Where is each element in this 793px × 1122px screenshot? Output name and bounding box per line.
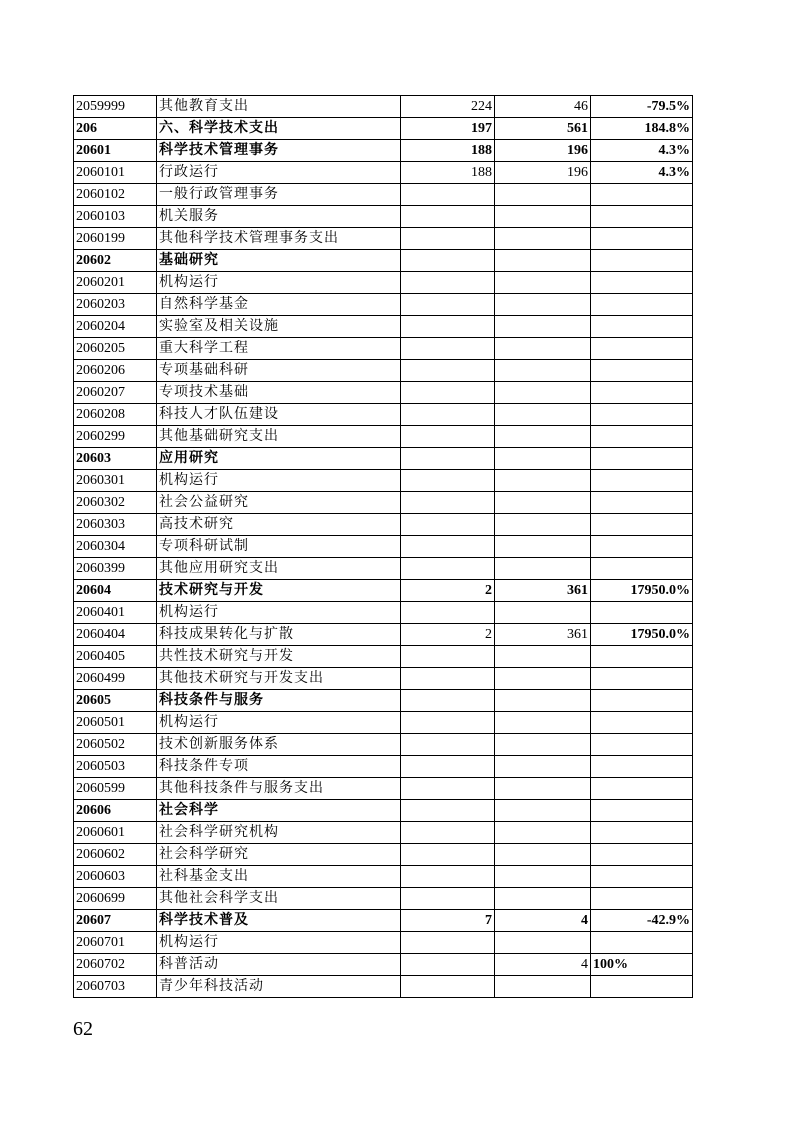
code-cell: 2060503	[74, 756, 157, 778]
table-row	[74, 492, 693, 514]
table-row	[74, 624, 693, 646]
amount-a-cell	[401, 800, 495, 822]
percent-cell	[591, 272, 693, 294]
amount-b-cell	[495, 184, 591, 206]
name-cell: 机构运行	[157, 272, 401, 294]
code-cell: 2060404	[74, 624, 157, 646]
code-cell: 2060702	[74, 954, 157, 976]
percent-cell	[591, 360, 693, 382]
name-cell: 六、科学技术支出	[157, 118, 401, 140]
percent-cell	[591, 778, 693, 800]
name-cell: 机构运行	[157, 602, 401, 624]
amount-a-cell	[401, 426, 495, 448]
amount-a-cell: 188	[401, 162, 495, 184]
name-cell: 专项技术基础	[157, 382, 401, 404]
amount-a-cell	[401, 360, 495, 382]
table-row	[74, 712, 693, 734]
table-row	[74, 206, 693, 228]
table-row	[74, 690, 693, 712]
amount-a-cell	[401, 690, 495, 712]
percent-cell	[591, 294, 693, 316]
code-cell: 2060501	[74, 712, 157, 734]
table-row	[74, 162, 693, 184]
code-cell: 2060602	[74, 844, 157, 866]
amount-a-cell	[401, 712, 495, 734]
table-row	[74, 932, 693, 954]
code-cell: 2060304	[74, 536, 157, 558]
percent-cell	[591, 448, 693, 470]
amount-a-cell	[401, 734, 495, 756]
percent-cell: 17950.0%	[591, 624, 693, 646]
amount-b-cell	[495, 448, 591, 470]
table-row	[74, 778, 693, 800]
name-cell: 科学技术管理事务	[157, 140, 401, 162]
name-cell: 专项基础科研	[157, 360, 401, 382]
name-cell: 共性技术研究与开发	[157, 646, 401, 668]
amount-b-cell	[495, 558, 591, 580]
amount-b-cell	[495, 822, 591, 844]
code-cell: 2060199	[74, 228, 157, 250]
code-cell: 2060205	[74, 338, 157, 360]
amount-b-cell	[495, 294, 591, 316]
code-cell: 2060701	[74, 932, 157, 954]
table-row	[74, 404, 693, 426]
amount-b-cell: 46	[495, 96, 591, 118]
percent-cell: 184.8%	[591, 118, 693, 140]
page-number: 62	[73, 1018, 93, 1040]
table-row	[74, 602, 693, 624]
amount-a-cell: 7	[401, 910, 495, 932]
percent-cell	[591, 228, 693, 250]
amount-b-cell: 196	[495, 162, 591, 184]
amount-b-cell	[495, 536, 591, 558]
amount-a-cell	[401, 470, 495, 492]
amount-b-cell: 4	[495, 910, 591, 932]
name-cell: 科普活动	[157, 954, 401, 976]
amount-a-cell	[401, 888, 495, 910]
name-cell: 社科基金支出	[157, 866, 401, 888]
code-cell: 2060303	[74, 514, 157, 536]
table-row	[74, 118, 693, 140]
percent-cell	[591, 690, 693, 712]
name-cell: 基础研究	[157, 250, 401, 272]
amount-a-cell	[401, 822, 495, 844]
code-cell: 2060204	[74, 316, 157, 338]
amount-b-cell	[495, 888, 591, 910]
amount-a-cell	[401, 228, 495, 250]
name-cell: 机构运行	[157, 712, 401, 734]
table-row	[74, 360, 693, 382]
amount-b-cell	[495, 602, 591, 624]
code-cell: 2060299	[74, 426, 157, 448]
percent-cell	[591, 734, 693, 756]
amount-b-cell	[495, 844, 591, 866]
amount-b-cell	[495, 756, 591, 778]
name-cell: 应用研究	[157, 448, 401, 470]
percent-cell	[591, 338, 693, 360]
table-row	[74, 646, 693, 668]
amount-b-cell	[495, 690, 591, 712]
code-cell: 2060201	[74, 272, 157, 294]
code-cell: 2060103	[74, 206, 157, 228]
amount-b-cell	[495, 316, 591, 338]
code-cell: 20604	[74, 580, 157, 602]
amount-b-cell: 561	[495, 118, 591, 140]
code-cell: 2060206	[74, 360, 157, 382]
name-cell: 社会科学	[157, 800, 401, 822]
table-row	[74, 888, 693, 910]
code-cell: 2060401	[74, 602, 157, 624]
name-cell: 实验室及相关设施	[157, 316, 401, 338]
percent-cell	[591, 888, 693, 910]
amount-b-cell: 361	[495, 580, 591, 602]
name-cell: 自然科学基金	[157, 294, 401, 316]
amount-b-cell: 196	[495, 140, 591, 162]
name-cell: 科技成果转化与扩散	[157, 624, 401, 646]
amount-b-cell	[495, 712, 591, 734]
table-row	[74, 558, 693, 580]
percent-cell	[591, 844, 693, 866]
percent-cell	[591, 602, 693, 624]
table-row	[74, 228, 693, 250]
name-cell: 技术研究与开发	[157, 580, 401, 602]
percent-cell	[591, 470, 693, 492]
code-cell: 2060207	[74, 382, 157, 404]
name-cell: 社会公益研究	[157, 492, 401, 514]
amount-b-cell	[495, 404, 591, 426]
amount-b-cell	[495, 668, 591, 690]
table-row	[74, 338, 693, 360]
code-cell: 2060208	[74, 404, 157, 426]
name-cell: 其他技术研究与开发支出	[157, 668, 401, 690]
amount-b-cell	[495, 976, 591, 998]
name-cell: 青少年科技活动	[157, 976, 401, 998]
amount-a-cell	[401, 294, 495, 316]
table-row	[74, 272, 693, 294]
amount-b-cell	[495, 206, 591, 228]
table-row	[74, 470, 693, 492]
code-cell: 20605	[74, 690, 157, 712]
percent-cell: 4.3%	[591, 162, 693, 184]
amount-a-cell	[401, 668, 495, 690]
amount-a-cell	[401, 976, 495, 998]
percent-cell	[591, 822, 693, 844]
code-cell: 2060599	[74, 778, 157, 800]
amount-a-cell	[401, 866, 495, 888]
code-cell: 20601	[74, 140, 157, 162]
name-cell: 社会科学研究	[157, 844, 401, 866]
amount-a-cell	[401, 646, 495, 668]
amount-b-cell	[495, 932, 591, 954]
percent-cell	[591, 382, 693, 404]
code-cell: 2060405	[74, 646, 157, 668]
amount-b-cell	[495, 338, 591, 360]
percent-cell	[591, 976, 693, 998]
code-cell: 2060502	[74, 734, 157, 756]
percent-cell	[591, 800, 693, 822]
amount-b-cell	[495, 492, 591, 514]
code-cell: 20607	[74, 910, 157, 932]
amount-b-cell: 4	[495, 954, 591, 976]
budget-table	[73, 95, 693, 998]
name-cell: 其他科技条件与服务支出	[157, 778, 401, 800]
table-row	[74, 866, 693, 888]
code-cell: 2060101	[74, 162, 157, 184]
name-cell: 机关服务	[157, 206, 401, 228]
amount-a-cell: 2	[401, 580, 495, 602]
name-cell: 技术创新服务体系	[157, 734, 401, 756]
amount-a-cell	[401, 514, 495, 536]
name-cell: 高技术研究	[157, 514, 401, 536]
percent-cell	[591, 668, 693, 690]
percent-cell	[591, 316, 693, 338]
amount-a-cell	[401, 778, 495, 800]
code-cell: 2060603	[74, 866, 157, 888]
name-cell: 行政运行	[157, 162, 401, 184]
table-row	[74, 96, 693, 118]
amount-a-cell	[401, 558, 495, 580]
name-cell: 其他基础研究支出	[157, 426, 401, 448]
amount-b-cell	[495, 866, 591, 888]
amount-a-cell	[401, 250, 495, 272]
table-row	[74, 800, 693, 822]
percent-cell	[591, 492, 693, 514]
percent-cell	[591, 514, 693, 536]
amount-b-cell	[495, 778, 591, 800]
percent-cell: 4.3%	[591, 140, 693, 162]
amount-b-cell	[495, 228, 591, 250]
percent-cell	[591, 250, 693, 272]
percent-cell	[591, 866, 693, 888]
table-row	[74, 536, 693, 558]
amount-a-cell	[401, 448, 495, 470]
percent-cell: -79.5%	[591, 96, 693, 118]
table-row	[74, 734, 693, 756]
amount-a-cell	[401, 492, 495, 514]
name-cell: 科技条件专项	[157, 756, 401, 778]
table-row	[74, 184, 693, 206]
percent-cell	[591, 558, 693, 580]
code-cell: 2060399	[74, 558, 157, 580]
name-cell: 专项科研试制	[157, 536, 401, 558]
code-cell: 2060499	[74, 668, 157, 690]
name-cell: 重大科学工程	[157, 338, 401, 360]
name-cell: 社会科学研究机构	[157, 822, 401, 844]
amount-b-cell	[495, 250, 591, 272]
table-row	[74, 316, 693, 338]
amount-a-cell: 2	[401, 624, 495, 646]
code-cell: 20603	[74, 448, 157, 470]
amount-a-cell	[401, 316, 495, 338]
amount-b-cell	[495, 514, 591, 536]
table-row	[74, 756, 693, 778]
code-cell: 2060302	[74, 492, 157, 514]
name-cell: 其他应用研究支出	[157, 558, 401, 580]
table-row	[74, 426, 693, 448]
code-cell: 2060699	[74, 888, 157, 910]
amount-a-cell	[401, 272, 495, 294]
amount-a-cell	[401, 206, 495, 228]
amount-b-cell	[495, 360, 591, 382]
table-row	[74, 514, 693, 536]
table-row	[74, 844, 693, 866]
table-row	[74, 822, 693, 844]
amount-b-cell	[495, 470, 591, 492]
percent-cell: 17950.0%	[591, 580, 693, 602]
amount-a-cell	[401, 338, 495, 360]
code-cell: 20606	[74, 800, 157, 822]
amount-b-cell	[495, 734, 591, 756]
code-cell: 2059999	[74, 96, 157, 118]
amount-a-cell	[401, 954, 495, 976]
code-cell: 2060102	[74, 184, 157, 206]
amount-b-cell	[495, 646, 591, 668]
table-row	[74, 668, 693, 690]
table-row	[74, 580, 693, 602]
amount-b-cell	[495, 426, 591, 448]
amount-a-cell	[401, 536, 495, 558]
name-cell: 机构运行	[157, 470, 401, 492]
amount-b-cell	[495, 382, 591, 404]
amount-a-cell	[401, 404, 495, 426]
table-row	[74, 382, 693, 404]
percent-cell	[591, 404, 693, 426]
percent-cell	[591, 426, 693, 448]
code-cell: 206	[74, 118, 157, 140]
percent-cell	[591, 536, 693, 558]
percent-cell	[591, 646, 693, 668]
amount-b-cell	[495, 800, 591, 822]
amount-b-cell	[495, 272, 591, 294]
amount-a-cell	[401, 932, 495, 954]
percent-cell: 100%	[591, 954, 693, 976]
name-cell: 科学技术普及	[157, 910, 401, 932]
code-cell: 2060203	[74, 294, 157, 316]
table-row	[74, 448, 693, 470]
percent-cell	[591, 712, 693, 734]
name-cell: 其他社会科学支出	[157, 888, 401, 910]
name-cell: 其他教育支出	[157, 96, 401, 118]
code-cell: 2060301	[74, 470, 157, 492]
amount-a-cell: 224	[401, 96, 495, 118]
code-cell: 2060703	[74, 976, 157, 998]
name-cell: 其他科学技术管理事务支出	[157, 228, 401, 250]
amount-a-cell	[401, 602, 495, 624]
percent-cell	[591, 184, 693, 206]
table-row	[74, 294, 693, 316]
amount-b-cell: 361	[495, 624, 591, 646]
percent-cell	[591, 756, 693, 778]
amount-a-cell	[401, 756, 495, 778]
table-row	[74, 976, 693, 998]
name-cell: 机构运行	[157, 932, 401, 954]
name-cell: 科技人才队伍建设	[157, 404, 401, 426]
percent-cell	[591, 206, 693, 228]
table-row	[74, 140, 693, 162]
table-row	[74, 250, 693, 272]
amount-a-cell: 197	[401, 118, 495, 140]
percent-cell	[591, 932, 693, 954]
percent-cell: -42.9%	[591, 910, 693, 932]
amount-a-cell	[401, 844, 495, 866]
name-cell: 一般行政管理事务	[157, 184, 401, 206]
name-cell: 科技条件与服务	[157, 690, 401, 712]
amount-a-cell	[401, 184, 495, 206]
code-cell: 2060601	[74, 822, 157, 844]
amount-a-cell	[401, 382, 495, 404]
table-body	[74, 96, 693, 998]
table-row	[74, 954, 693, 976]
amount-a-cell: 188	[401, 140, 495, 162]
code-cell: 20602	[74, 250, 157, 272]
table-row	[74, 910, 693, 932]
